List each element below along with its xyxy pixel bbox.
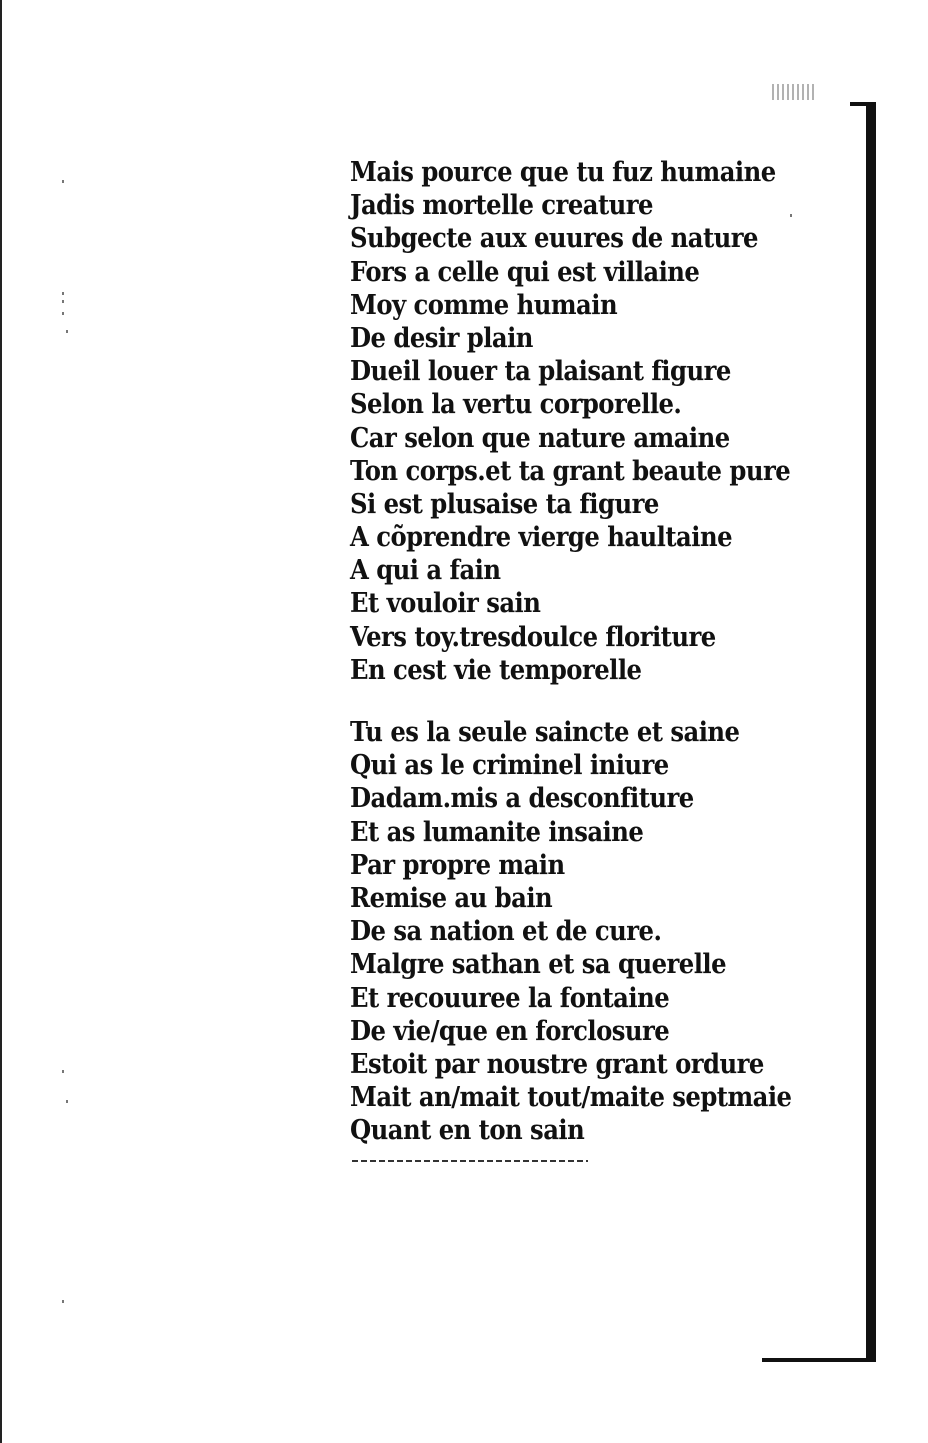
- verse-line: Tu es la seule saincte et saine: [350, 717, 740, 748]
- verse-line: Et as lumanite insaine: [350, 816, 644, 848]
- verse-line: A cõprendre vierge haultaine: [350, 522, 733, 554]
- verse-line: Quant en ton sain: [350, 1115, 585, 1147]
- verse-line: Et recouuree la fontaine: [350, 982, 670, 1014]
- verse-line: Estoit par noustre grant ordure: [350, 1048, 764, 1080]
- verse-line: Fors a celle qui est villaine: [350, 256, 700, 288]
- stanza-2: [350, 716, 810, 1147]
- verse-line: De desir plain: [350, 322, 533, 354]
- verse-line: Dueil louer ta plaisant figure: [350, 356, 731, 388]
- verse-line: Malgre sathan et sa querelle: [350, 949, 727, 981]
- bottom-rule: [762, 1358, 876, 1362]
- verse-line: Qui as le criminel iniure: [350, 750, 669, 782]
- verse-line: Et vouloir sain: [350, 588, 541, 620]
- page-left-edge: [0, 0, 2, 1443]
- ink-smudge: [772, 84, 816, 100]
- verse-line: Vers toy.tresdoulce floriture: [350, 621, 716, 653]
- verse-line: Par propre main: [350, 849, 565, 881]
- right-edge-rule: [866, 104, 876, 1362]
- stanza-1: [350, 156, 810, 687]
- verse-line: En cest vie temporelle: [350, 654, 642, 686]
- verse-line: Subgecte aux euures de nature: [350, 223, 758, 255]
- verse-line: De vie/que en forclosure: [350, 1015, 670, 1047]
- verse-line: De sa nation et de cure.: [350, 916, 662, 948]
- verse-line: Remise au bain: [350, 882, 553, 914]
- verse-line: Si est plusaise ta figure: [350, 488, 659, 520]
- verse-line: Jadis mortelle creature: [350, 190, 653, 222]
- verse-line: A qui a fain: [350, 555, 501, 587]
- verse-line: Dadam.mis a desconfiture: [350, 783, 694, 815]
- catchword-underline: [352, 1160, 588, 1162]
- verse-line: Mais pource que tu fuz humaine: [350, 157, 776, 188]
- verse-line: Moy comme humain: [350, 289, 618, 321]
- verse-line: Car selon que nature amaine: [350, 422, 730, 454]
- poem-text: [350, 156, 810, 1147]
- verse-line: Ton corps.et ta grant beaute pure: [350, 455, 791, 487]
- verse-line: Mait an/mait tout/maite septmaie: [350, 1082, 792, 1114]
- verse-line: Selon la vertu corporelle.: [350, 389, 682, 421]
